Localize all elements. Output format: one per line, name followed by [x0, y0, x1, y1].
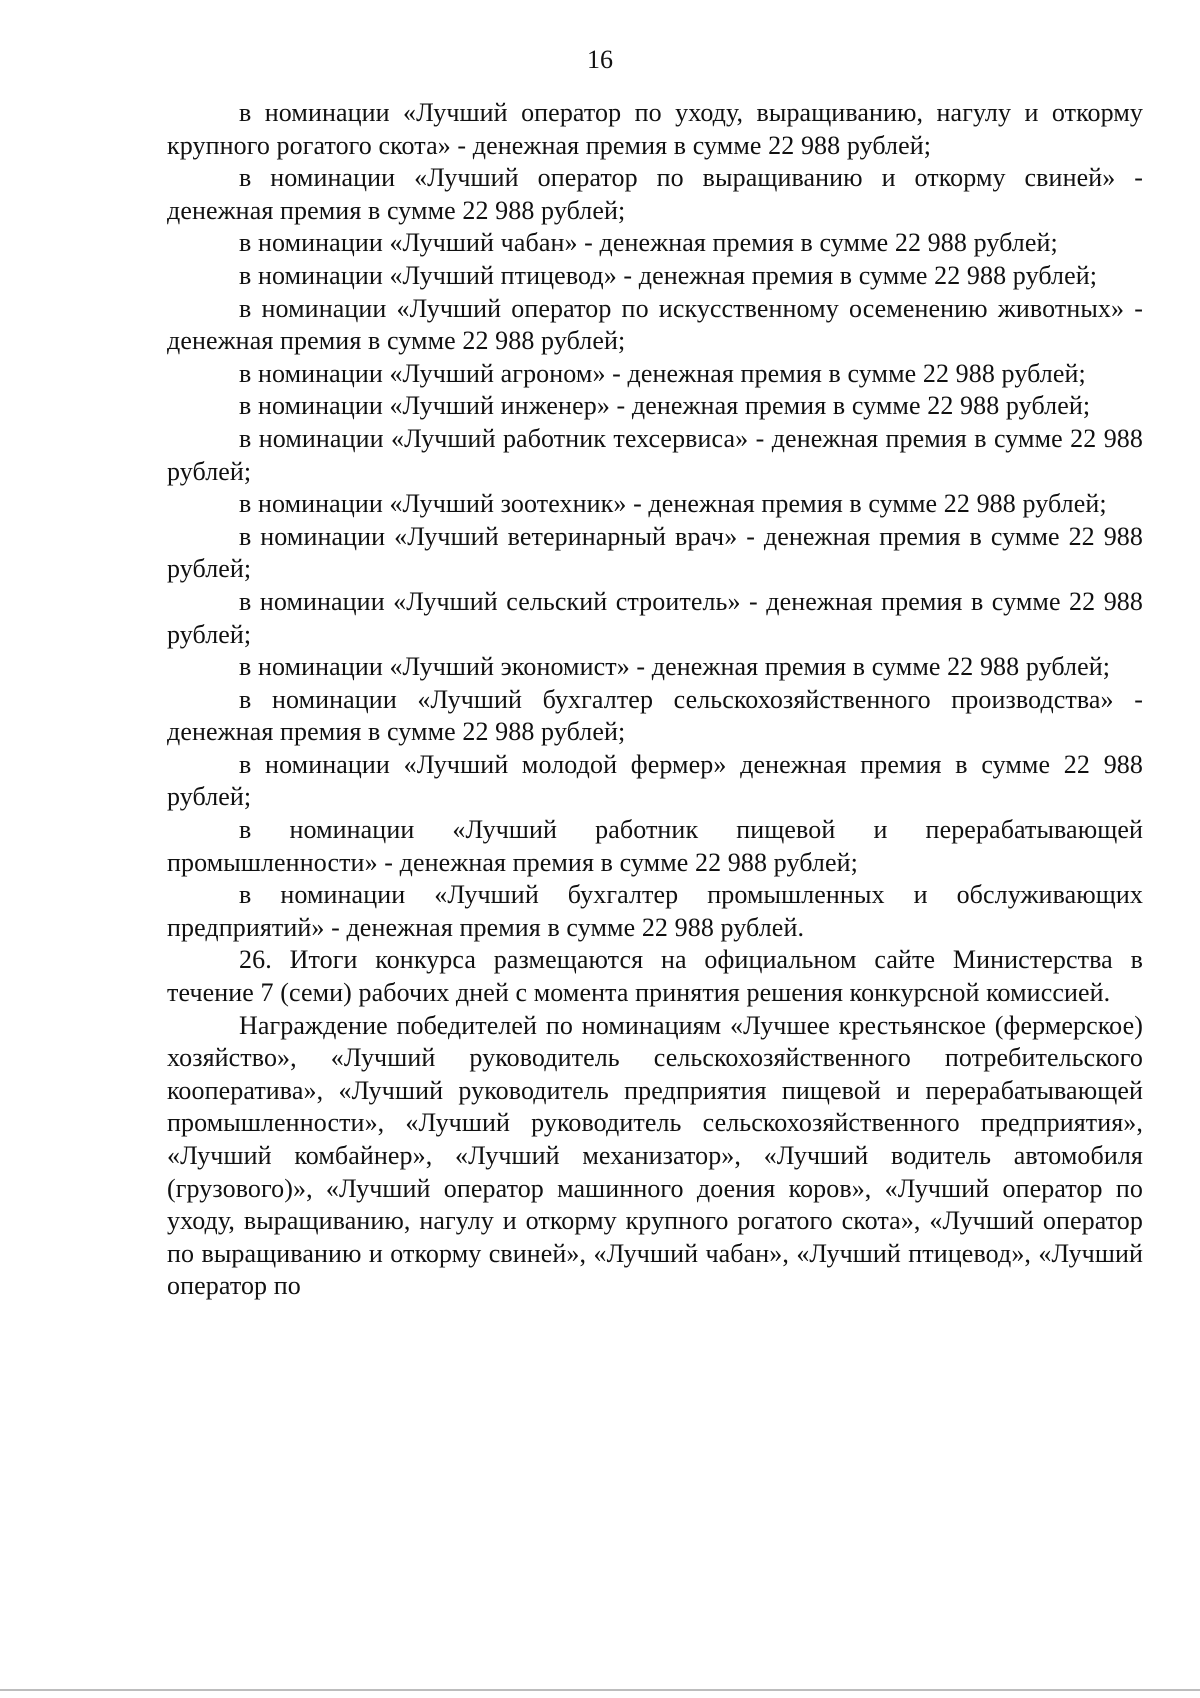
paragraph-nomination-zootechnician: в номинации «Лучший зоотехник» - денежная премия в сумме 22 988 рублей; — [239, 489, 1107, 519]
paragraph-nomination-food-industry: в номинации «Лучший работник пищевой и перерабатывающей промышленности» - денежная премия в сумме 22 988 рублей; — [167, 815, 1143, 877]
paragraph-nomination-insemination: в номинации «Лучший оператор по искусственному осеменению животных» - денежная премия в сумме 22 988 рублей; — [167, 293, 1143, 356]
paragraph-nomination-tech-service: в номинации «Лучший работник техсервиса» - денежная премия в сумме 22 988 рублей; — [167, 423, 1143, 486]
paragraph-nomination-shepherd: в номинации «Лучший чабан» - денежная премия в сумме 22 988 рублей; — [239, 228, 1058, 258]
paragraph-nomination-pig-operator: в номинации «Лучший оператор по выращиванию и откорму свиней» - денежная премия в сумме 22 988 рублей; — [167, 163, 1143, 225]
scan-edge-line — [0, 1689, 1200, 1691]
paragraph-awarding-winners: Награждение победителей по номинациям «Лучшее крестьянское (фермерское) хозяйство», «Лучший руководитель сельскохозяйственного потребительского кооператива», «Лучший руководитель предприятия пищевой и перерабатывающей промышленности», «Лучший руководитель сельскохозяйственного предприятия», «Лучший комбайнер», «Лучший механизатор», «Лучший водитель автомобиля (грузового)», «Лучший оператор машинного доения коров», «Лучший оператор по уходу, выращиванию, нагулу и откорму крупного рогатого скота», «Лучший оператор по выращиванию и откорму свиней», «Лучший чабан», «Лучший птицевод», «Лучший оператор по — [167, 1010, 1143, 1301]
paragraph-nomination-poultry: в номинации «Лучший птицевод» - денежная премия в сумме 22 988 рублей; — [239, 260, 1098, 290]
paragraph-nomination-engineer: в номинации «Лучший инженер» - денежная премия в сумме 22 988 рублей; — [239, 391, 1091, 421]
paragraph-nomination-cattle-operator: в номинации «Лучший оператор по уходу, выращиванию, нагулу и откорму крупного рогатого скота» - денежная премия в сумме 22 988 рублей; — [167, 98, 1143, 160]
paragraph-nomination-agronomist: в номинации «Лучший агроном» - денежная премия в сумме 22 988 рублей; — [239, 358, 1086, 388]
paragraph-nomination-agri-accountant: в номинации «Лучший бухгалтер сельскохозяйственного производства» - денежная премия в сумме 22 988 рублей; — [167, 684, 1143, 747]
paragraph-nomination-industrial-accountant: в номинации «Лучший бухгалтер промышленных и обслуживающих предприятий» - денежная премия в сумме 22 988 рублей. — [167, 880, 1143, 942]
document-body — [167, 97, 1143, 1303]
paragraph-nomination-builder: в номинации «Лучший сельский строитель» - денежная премия в сумме 22 988 рублей; — [167, 586, 1143, 649]
paragraph-clause-26: 26. Итоги конкурса размещаются на официальном сайте Министерства в течение 7 (семи) рабочих дней с момента принятия решения конкурсной комиссией. — [167, 945, 1143, 1008]
paragraph-nomination-economist: в номинации «Лучший экономист» - денежная премия в сумме 22 988 рублей; — [239, 652, 1111, 682]
page-number: 16 — [587, 45, 613, 74]
paragraph-nomination-veterinarian: в номинации «Лучший ветеринарный врач» - денежная премия в сумме 22 988 рублей; — [167, 521, 1143, 584]
paragraph-nomination-young-farmer: в номинации «Лучший молодой фермер» денежная премия в сумме 22 988 рублей; — [167, 749, 1143, 812]
